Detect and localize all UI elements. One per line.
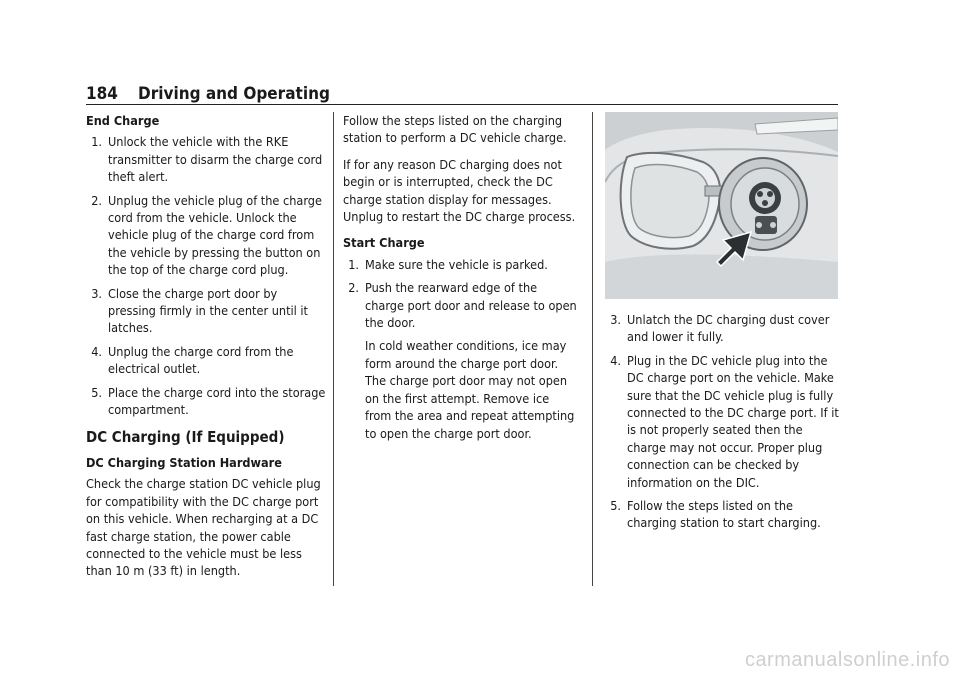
start-charge-steps — [343, 256, 579, 332]
page-header — [86, 80, 838, 105]
hardware-title: DC Charging Station Hardware — [86, 454, 282, 470]
list-item: 3. Close the charge port door by pressing firmly in the center until it latches. — [91, 285, 308, 336]
dc-charge-steps — [605, 311, 841, 532]
list-item: 5. Follow the steps listed on the charging station to start charging. — [610, 498, 821, 531]
column-divider — [592, 112, 593, 586]
section-title: Driving and Operating — [138, 84, 330, 104]
page-number: 184 — [86, 84, 118, 104]
list-item: 1. Unlock the vehicle with the RKE transmitter to disarm the charge cord theft alert. — [91, 134, 323, 185]
list-item: 4. Plug in the DC vehicle plug into the DC charge port on the vehicle. Make sure that the DC vehicle plug is fully connected to the DC charge port. If it is not properly seated then the charge may not occur. Proper plug connection can be checked by information on the DIC. — [610, 352, 839, 490]
column-2 — [343, 112, 579, 451]
end-charge-title: End Charge — [86, 113, 160, 128]
paragraph: Follow the steps listed on the charging station to perform a DC vehicle charge. — [343, 113, 567, 146]
cold-weather-note: In cold weather conditions, ice may form around the charge port door. The charge port door may not open on the first attempt. Remove ice from the area and repeat attempting to open the charge port door. — [365, 338, 575, 441]
watermark: carmanualsonline.info — [744, 649, 950, 671]
list-item: 2. Push the rearward edge of the charge port door and release to open the door. — [348, 280, 577, 331]
list-item: 5. Place the charge cord into the storage compartment. — [91, 384, 326, 418]
charge-port-illustration-icon — [605, 112, 838, 299]
list-item: 1. Make sure the vehicle is parked. — [348, 256, 548, 272]
column-1 — [86, 112, 326, 589]
dc-charging-heading: DC Charging (If Equipped) — [86, 427, 285, 446]
list-item: 4. Unplug the charge cord from the electrical outlet. — [91, 343, 294, 377]
start-charge-title: Start Charge — [343, 235, 425, 251]
column-divider — [333, 112, 334, 586]
list-item: 3. Unlatch the DC charging dust cover and lower it fully. — [610, 312, 830, 345]
paragraph: If for any reason DC charging does not begin or is interrupted, check the DC charge station display for messages. Unplug to restart the DC charge process. — [343, 156, 576, 225]
hardware-paragraph: Check the charge station DC vehicle plug for compatibility with the DC charge port on this vehicle. When recharging at a DC fast charge station, the power cable connected to the vehicle must be less than 10 m (33 ft) in length. — [86, 476, 321, 579]
end-charge-steps — [86, 133, 326, 418]
list-item: 2. Unplug the vehicle plug of the charge cord from the vehicle. Unlock the vehicle plug of the charge cord from the vehicle by pressing the button on the top of the charge cord plug. — [91, 192, 322, 278]
column-3 — [605, 112, 841, 538]
